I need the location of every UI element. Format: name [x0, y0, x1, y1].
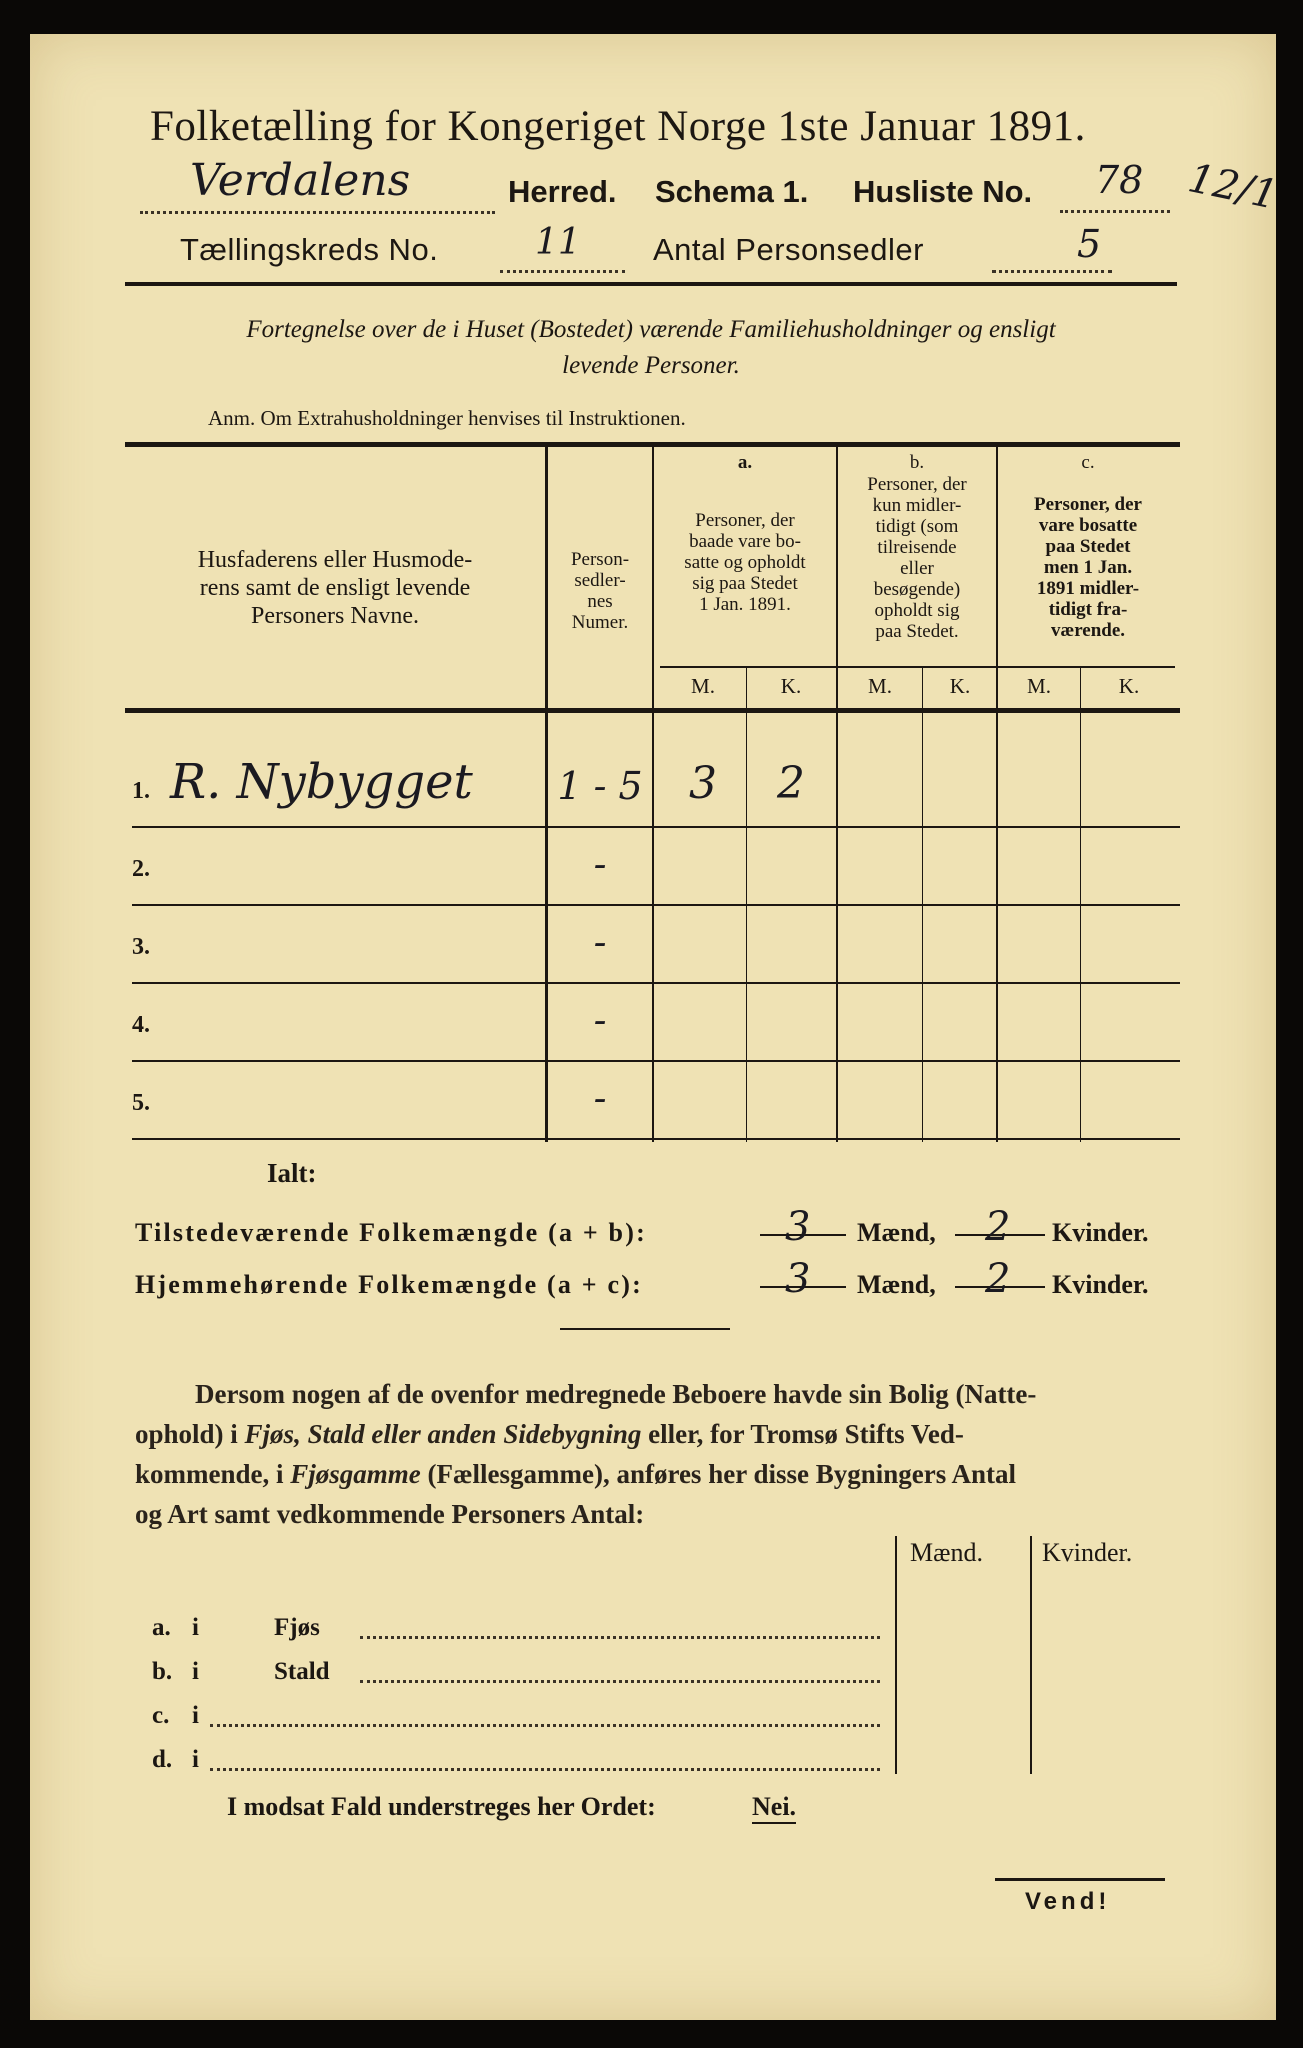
paragraph-line — [135, 1454, 1187, 1494]
col-a-header-line: satte og opholdt — [684, 552, 806, 573]
col-b-header-line: tilreisende — [877, 537, 957, 558]
ob-row-dotted-field[interactable] — [210, 1768, 880, 1771]
col-name-header — [125, 546, 545, 630]
col-num-header-line: Numer. — [571, 612, 629, 633]
row-number: 5. — [132, 1090, 150, 1116]
row-number: 3. — [132, 934, 150, 960]
col-a-header-line: Personer, der — [695, 510, 795, 531]
col-num-header-line: sedler- — [574, 570, 626, 591]
col-c-header — [998, 494, 1178, 641]
paragraph-line: og Art samt vedkommende Personers Antal: — [135, 1499, 645, 1529]
k-label: K. — [1118, 674, 1140, 698]
tilstede-k-value[interactable]: 2 — [985, 1204, 1011, 1250]
ob-maend-head: Mænd. — [910, 1538, 983, 1567]
ob-row-i: i — [192, 1614, 199, 1641]
cell-am[interactable]: 3 — [689, 758, 717, 809]
paragraph-emphasis: Fjøsgamme — [290, 1459, 421, 1489]
col-name-header-line: Personers Navne. — [251, 603, 419, 629]
hjemme-m-value[interactable]: 3 — [785, 1256, 811, 1302]
col-b-header-line: paa Stedet. — [875, 621, 959, 642]
vend-rule — [995, 1878, 1165, 1881]
row-rule — [132, 982, 1180, 984]
ob-row-dotted-field[interactable] — [360, 1680, 880, 1683]
col-c-header-line: vare bosatte — [1038, 515, 1138, 536]
row-rule — [132, 826, 1180, 828]
k-label: K. — [780, 674, 802, 698]
col-b-header-line: tidigt (som — [875, 516, 959, 537]
ob-row-i: i — [192, 1658, 199, 1685]
hjemme-k-value[interactable]: 2 — [985, 1256, 1011, 1302]
cell-num[interactable]: - — [593, 998, 607, 1042]
ob-row-label: Stald — [274, 1658, 330, 1685]
col-b-header-line: kun midler- — [872, 495, 962, 516]
ob-row-label: Fjøs — [274, 1614, 320, 1641]
col-a-header-line: baade vare bo- — [689, 531, 801, 552]
col-b-letter: b. — [909, 452, 925, 473]
ob-col-divider — [895, 1536, 897, 1774]
paragraph-text: kommende, i — [135, 1459, 291, 1489]
ob-row-dotted-field[interactable] — [210, 1724, 880, 1727]
corner-note: 12/1 — [1184, 155, 1282, 219]
tilstede-label: Tilstedeværende Folkemængde (a + b): — [135, 1218, 647, 1247]
col-b-header-line: besøgende) — [873, 579, 961, 600]
col-c-header-line: men 1 Jan. — [1043, 557, 1133, 578]
row-number: 2. — [132, 856, 150, 882]
kvinder-label: Kvinder. — [1052, 1218, 1149, 1247]
col-c-header-line: 1891 midler- — [1036, 578, 1140, 599]
row-rule — [132, 904, 1180, 906]
vend-text: Vend! — [1025, 1888, 1111, 1915]
antal-value: 5 — [1077, 222, 1102, 266]
short-divider — [560, 1328, 730, 1330]
cell-num[interactable]: 1 - 5 — [557, 764, 643, 808]
col-b-header-line: eller — [900, 558, 934, 579]
col-divider — [652, 444, 654, 1142]
m-label: M. — [868, 674, 892, 698]
antal-field[interactable] — [992, 222, 1112, 273]
herred-label: Herred. — [508, 174, 617, 209]
row-number: 1. — [132, 778, 150, 804]
k-label: K. — [949, 674, 971, 698]
col-divider — [545, 444, 548, 1142]
col-b-header — [838, 474, 996, 642]
col-c-header-line: tidigt fra- — [1048, 599, 1128, 620]
paragraph-line: Dersom nogen af de ovenfor medregnede Beboere havde sin Bolig (Natte- — [195, 1379, 1037, 1409]
mk-rule — [660, 666, 1175, 668]
kvinder-label: Kvinder. — [1052, 1270, 1149, 1299]
ob-row-i: i — [192, 1702, 199, 1729]
ob-row-letter: d. — [152, 1746, 173, 1773]
col-b-header-line: opholdt sig — [874, 600, 960, 621]
maend-label: Mænd, — [857, 1270, 936, 1299]
col-c-header-line: værende. — [1050, 620, 1126, 641]
cell-num[interactable]: - — [593, 842, 607, 886]
col-num-header-line: nes — [587, 591, 613, 612]
col-c-header-line: Personer, der — [1034, 494, 1142, 515]
husliste-label: Husliste No. — [853, 174, 1033, 209]
antal-label: Antal Personsedler — [653, 232, 924, 267]
form-title: Folketælling for Kongeriget Norge 1ste Januar 1891. — [150, 103, 1086, 150]
col-a-header — [655, 510, 835, 615]
col-num-header-line: Person- — [570, 549, 630, 570]
census-form-sheet — [30, 34, 1282, 2020]
intro-text — [125, 312, 1177, 384]
col-c-letter: c. — [1081, 452, 1095, 473]
herred-value: Verdalens — [190, 155, 411, 206]
kreds-value: 11 — [535, 222, 581, 263]
col-a-letter: a. — [737, 452, 753, 473]
paragraph-text: (Fællesgamme), anføres her disse Bygningers Antal — [420, 1459, 1016, 1489]
anm-note: Anm. Om Extrahusholdninger henvises til Instruktionen. — [208, 406, 686, 430]
ob-row-letter: a. — [152, 1614, 171, 1641]
ialt-label: Ialt: — [267, 1158, 317, 1188]
paragraph-emphasis: Fjøs, Stald eller anden Sidebygning — [244, 1419, 642, 1449]
col-c-header-line: paa Stedet — [1045, 536, 1131, 557]
maend-label: Mænd, — [857, 1218, 936, 1247]
household-name[interactable]: R. Nybygget — [170, 754, 473, 810]
modsat-text: I modsat Fald understreges her Ordet: — [227, 1792, 656, 1821]
col-num-header — [550, 549, 650, 633]
paragraph-text: eller, for Tromsø Stifts Ved- — [641, 1419, 964, 1449]
herred-field[interactable] — [140, 155, 495, 214]
nei-word[interactable]: Nei. — [752, 1792, 796, 1824]
cell-ak[interactable]: 2 — [777, 758, 805, 809]
intro-line-2: levende Personer. — [562, 352, 740, 379]
col-a-header-line: 1 Jan. 1891. — [699, 594, 791, 615]
m-label: M. — [691, 674, 715, 698]
paragraph-text: ophold) i — [135, 1419, 245, 1449]
intro-line-1: Fortegnelse over de i Huset (Bostedet) værende Familiehusholdninger og ensligt — [246, 316, 1056, 343]
husliste-value: 78 — [1095, 158, 1144, 202]
kreds-label: Tællingskreds No. — [180, 232, 439, 267]
divider — [125, 282, 1177, 286]
row-rule — [132, 1138, 1180, 1140]
cell-num[interactable]: - — [593, 920, 607, 964]
ob-col-divider — [1030, 1536, 1032, 1774]
ob-row-dotted-field[interactable] — [360, 1636, 880, 1639]
ob-kvinder-head: Kvinder. — [1042, 1538, 1133, 1567]
ob-row-letter: b. — [152, 1658, 173, 1685]
tilstede-m-value[interactable]: 3 — [785, 1204, 811, 1250]
col-name-header-line: Husfaderens eller Husmode- — [197, 547, 473, 573]
row-rule — [132, 1060, 1180, 1062]
kreds-field[interactable] — [500, 222, 625, 273]
m-label: M. — [1027, 674, 1051, 698]
ob-row-i: i — [192, 1746, 199, 1773]
paragraph-line — [135, 1414, 1187, 1454]
col-b-header-line: Personer, der — [867, 474, 967, 495]
col-name-header-line: rens samt de ensligt levende — [199, 575, 471, 601]
hjemme-label: Hjemmehørende Folkemængde (a + c): — [135, 1270, 643, 1299]
ob-row-letter: c. — [152, 1702, 170, 1729]
schema-label: Schema 1. — [655, 174, 809, 209]
cell-num[interactable]: - — [593, 1076, 607, 1120]
husliste-field[interactable] — [1060, 158, 1170, 213]
outbuildings-paragraph — [135, 1374, 1187, 1534]
row-number: 4. — [132, 1012, 150, 1038]
col-a-header-line: sig paa Stedet — [692, 573, 798, 594]
